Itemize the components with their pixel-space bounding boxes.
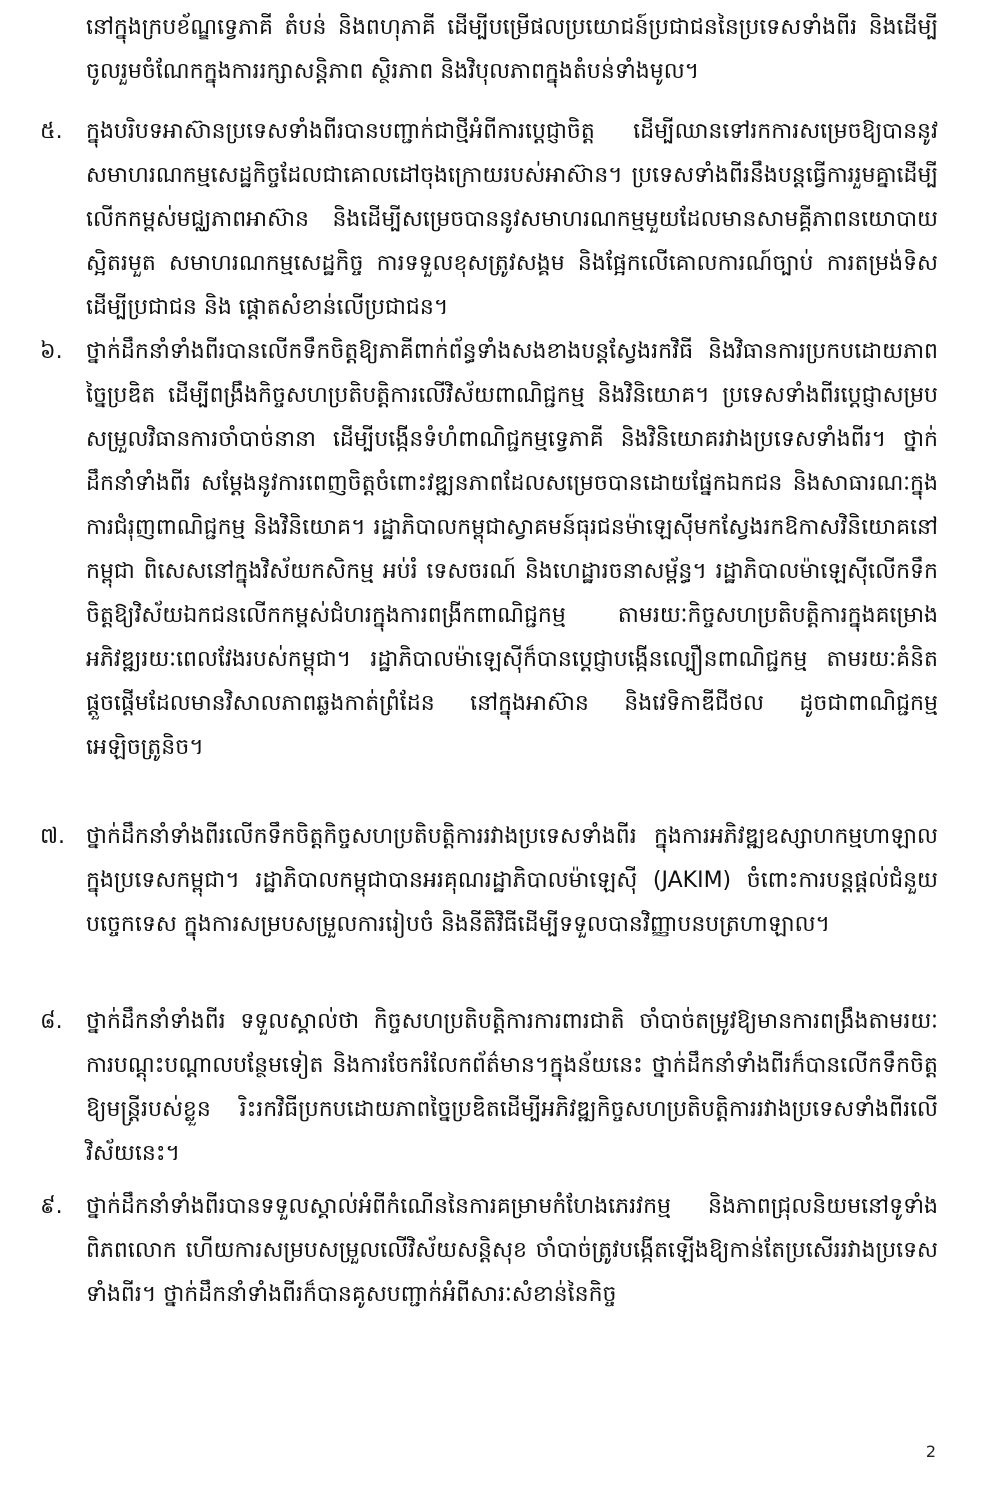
paragraph-5 [40, 110, 938, 330]
paragraph-text: ថ្នាក់ដឹកនាំទាំងពីរបានលើកទឹកចិត្តឱ្យភាគីពាក់ព័ន្ធទាំងសងខាងបន្តស្វែងរកវិធី និងវិធានការប្រកបដោយភាពច្នៃប្រឌិត ដើម្បីពង្រឹងកិច្ចសហប្រតិបត្តិការលើវិស័យពាណិជ្ជកម្ម និងវិនិយោគ។ ប្រទេសទាំងពីរប្តេជ្ញាសម្របសម្រួលវិធានការចាំបាច់នានា ដើម្បីបង្កើនទំហំពាណិជ្ជកម្មទ្វេភាគី និងវិនិយោគរវាងប្រទេសទាំងពីរ។ ថ្នាក់ដឹកនាំទាំងពីរ សម្តែងនូវការពេញចិត្តចំពោះវឌ្ឍនភាពដែលសម្រេចបានដោយផ្នែកឯកជន និងសាធារណៈក្នុងការជំរុញពាណិជ្ជកម្ម និងវិនិយោគ។ រដ្ឋាភិបាលកម្ពុជាស្វាគមន៍ធុរជនម៉ាឡេស៊ីមកស្វែងរកឱកាសវិនិយោគនៅកម្ពុជា ពិសេសនៅក្នុងវិស័យកសិកម្ម អប់រំ ទេសចរណ៍ និងហេដ្ឋារចនាសម្ព័ន្ធ។ រដ្ឋាភិបាលម៉ាឡេស៊ីលើកទឹកចិត្តឱ្យវិស័យឯកជនលើកកម្ពស់ជំហរក្នុងការពង្រីកពាណិជ្ជកម្ម តាមរយៈកិច្ចសហប្រតិបត្តិការក្នុងគម្រោងអភិវឌ្ឍរយៈពេលវែងរបស់កម្ពុជា។ រដ្ឋាភិបាលម៉ាឡេស៊ីក៏បានប្តេជ្ញាបង្កើនល្បឿនពាណិជ្ជកម្ម តាមរយៈគំនិតផ្តួចផ្តើមដែលមានវិសាលភាពឆ្លងកាត់ព្រំដែន នៅក្នុងអាស៊ាន និងវេទិកាឌីជីថល ដូចជាពាណិជ្ជកម្មអេឡិចត្រូនិច។ [86, 339, 938, 760]
paragraph-text: ថ្នាក់ដឹកនាំទាំងពីរបានទទួលស្គាល់អំពីកំណើននៃការគម្រាមកំហែងភេរវកម្ម និងភាពជ្រុលនិយមនៅទូទាំងពិភពលោក ហើយការសម្របសម្រួលលើវិស័យសន្តិសុខ ចាំបាច់ត្រូវបង្កើតឡើងឱ្យកាន់តែប្រសើររវាងប្រទេសទាំងពីរ។ ថ្នាក់ដឹកនាំទាំងពីរក៏បានគូសបញ្ជាក់អំពីសារៈសំខាន់នៃកិច្ច [86, 1194, 938, 1307]
paragraph-number: ៦. [40, 339, 63, 364]
paragraph-9 [40, 1185, 938, 1317]
paragraph-text: ក្នុងបរិបទអាស៊ានប្រទេសទាំងពីរបានបញ្ជាក់ជាថ្មីអំពីការប្តេជ្ញាចិត្ត ដើម្បីឈានទៅរកការសម្រេចឱ្យបាននូវសមាហរណកម្មសេដ្ឋកិច្ចដែលជាគោលដៅចុងក្រោយរបស់អាស៊ាន។ ប្រទេសទាំងពីរនឹងបន្តធ្វើការរួមគ្នាដើម្បីលើកកម្ពស់មជ្ឈភាពអាស៊ាន និងដើម្បីសម្រេចបាននូវសមាហរណកម្មមួយដែលមានសាមគ្គីភាពនយោបាយស្អិតរមួត សមាហរណកម្មសេដ្ឋកិច្ច ការទទួលខុសត្រូវសង្គម និងផ្អែកលើគោលការណ៍ច្បាប់ ការតម្រង់ទិសដើម្បីប្រជាជន និង ផ្តោតសំខាន់លើប្រជាជន។ [86, 119, 938, 320]
page-number: 2 [925, 1442, 936, 1461]
paragraph-7 [40, 815, 938, 947]
paragraph-number: ៥. [40, 119, 63, 144]
paragraph-6 [40, 330, 938, 770]
paragraph-text: ថ្នាក់ដឹកនាំទាំងពីរ ទទួលស្គាល់ថា កិច្ចសហប្រតិបត្តិការការពារជាតិ ចាំបាច់តម្រូវឱ្យមានការពង្រឹងតាមរយៈការបណ្តុះបណ្តាលបន្ថែមទៀត និងការចែករំលែកព័ត៌មាន។ក្នុងន័យនេះ ថ្នាក់ដឹកនាំទាំងពីរក៏បានលើកទឹកចិត្តឱ្យមន្ត្រីរបស់ខ្លួន រិះរកវិធីប្រកបដោយភាពច្នៃប្រឌិតដើម្បីអភិវឌ្ឍកិច្ចសហប្រតិបត្តិការរវាងប្រទេសទាំងពីរលើវិស័យនេះ។ [86, 1009, 938, 1166]
continuation-paragraph: នៅក្នុងក្របខ័ណ្ឌទ្វេភាគី តំបន់ និងពហុភាគី ដើម្បីបម្រើផលប្រយោជន៍ប្រជាជននៃប្រទេសទាំងពីរ និងដើម្បីចូលរួមចំណែកក្នុងការរក្សាសន្តិភាព ស្ថិរភាព និងវិបុលភាពក្នុងតំបន់ទាំងមូល។ [86, 15, 938, 84]
paragraph-number: ៧. [40, 824, 66, 849]
paragraph-8 [40, 1000, 938, 1176]
paragraph-number: ៨. [40, 1009, 63, 1034]
paragraph-text: ថ្នាក់ដឹកនាំទាំងពីរលើកទឹកចិត្តកិច្ចសហប្រតិបត្តិការរវាងប្រទេសទាំងពីរ ក្នុងការអភិវឌ្ឍឧស្សាហកម្មហាឡាលក្នុងប្រទេសកម្ពុជា។ រដ្ឋាភិបាលកម្ពុជាបានអរគុណរដ្ឋាភិបាលម៉ាឡេស៊ី (JAKIM) ចំពោះការបន្តផ្តល់ជំនួយបច្ចេកទេស ក្នុងការសម្របសម្រួលការរៀបចំ និងនីតិវិធីដើម្បីទទួលបានវិញ្ញាបនបត្រហាឡាល។ [86, 824, 938, 937]
paragraph-number: ៩. [40, 1194, 63, 1219]
